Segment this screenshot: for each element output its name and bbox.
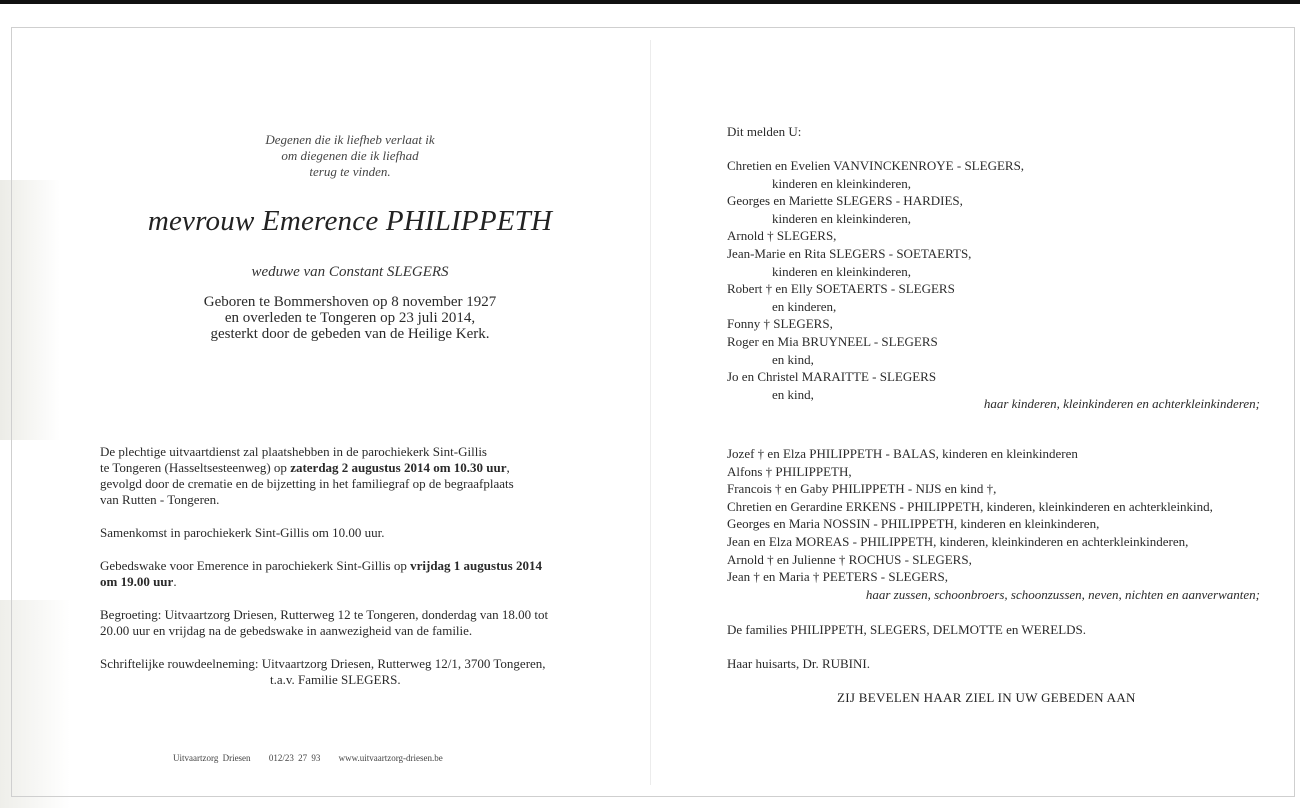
quote-line: terug te vinden. <box>309 164 391 179</box>
memorial-quote <box>120 132 580 180</box>
family-line: Alfons † PHILIPPETH, <box>727 463 852 479</box>
death-line: en overleden te Tongeren op 23 juli 2014, <box>224 310 476 326</box>
quote-line: om diegenen die ik liefhad <box>281 148 419 163</box>
family-line: Jean en Elza MOREAS - PHILIPPETH, kinderen, kleinkinderen en achterkleinkinderen, <box>727 533 1189 549</box>
widow-of: weduwe van Constant SLEGERS <box>251 264 449 280</box>
right-panel <box>727 0 1267 808</box>
deceased-name: mevrouw Emerence PHILIPPETH <box>147 205 553 237</box>
siblings-list <box>727 445 1267 586</box>
family-line: Jean-Marie en Rita SLEGERS - SOETAERTS, <box>727 245 972 261</box>
condolence-paragraph <box>100 656 620 688</box>
viewing-paragraph <box>100 607 620 639</box>
family-line: Roger en Mia BRUYNEEL - SLEGERS <box>727 333 938 349</box>
family-line: en kind, <box>772 351 814 367</box>
service-line: gevolgd door de crematie en de bijzetting in het familiegraf op de begraafplaats <box>100 476 514 491</box>
family-line: Chretien en Gerardine ERKENS - PHILIPPETH, kinderen, kleinkinderen en achterkleinkind, <box>727 498 1213 514</box>
family-line: kinderen en kleinkinderen, <box>772 210 911 226</box>
intro-line: Dit melden U: <box>727 124 802 139</box>
church-line: gesterkt door de gebeden van de Heilige Kerk. <box>210 326 490 342</box>
service-line: De plechtige uitvaartdienst zal plaatshebben in de parochiekerk Sint-Gillis <box>100 444 487 459</box>
birth-line: Geboren te Bommershoven op 8 november 1927 <box>203 294 497 310</box>
family-line: Jean † en Maria † PEETERS - SLEGERS, <box>727 569 948 585</box>
condolence-line: t.a.v. Familie SLEGERS. <box>270 672 401 687</box>
quote-line: Degenen die ik liefheb verlaat ik <box>265 132 435 147</box>
siblings-summary: haar zussen, schoonbroers, schoonzussen, neven, nichten en aanverwanten; <box>865 587 1260 602</box>
viewing-line: 20.00 uur en vrijdag na de gebedswake in aanwezigheid van de familie. <box>100 623 473 638</box>
families-line: De families PHILIPPETH, SLEGERS, DELMOTTE en WERELDS. <box>727 622 1087 637</box>
family-line: Georges en Mariette SLEGERS - HARDIES, <box>727 193 963 209</box>
funeral-service-paragraph <box>100 444 620 508</box>
service-details <box>100 444 620 705</box>
family-line: Georges en Maria NOSSIN - PHILIPPETH, kinderen en kleinkinderen, <box>727 516 1100 532</box>
condolence-line: Schriftelijke rouwdeelneming: Uitvaartzorg Driesen, Rutterweg 12/1, 3700 Tongeren, <box>100 656 546 671</box>
family-line: Jozef † en Elza PHILIPPETH - BALAS, kinderen en kleinkinderen <box>727 446 1078 461</box>
vigil-text: . <box>173 574 177 589</box>
vigil-time: om 19.00 uur <box>100 574 174 589</box>
family-line: Jo en Christel MARAITTE - SLEGERS <box>727 369 937 385</box>
closing-line: ZIJ BEVELEN HAAR ZIEL IN UW GEBEDEN AAN <box>837 690 1136 705</box>
vigil-date: vrijdag 1 augustus 2014 <box>410 558 542 573</box>
family-line: kinderen en kleinkinderen, <box>772 175 911 191</box>
service-line: , <box>506 460 510 475</box>
family-line: Arnold † en Julienne † ROCHUS - SLEGERS, <box>727 551 972 567</box>
service-line: te Tongeren (Hasseltsesteenweg) op <box>100 460 291 475</box>
family-line: en kinderen, <box>772 298 837 314</box>
doctor-line: Haar huisarts, Dr. RUBINI. <box>727 656 870 671</box>
service-line: van Rutten - Tongeren. <box>100 492 220 507</box>
vigil-paragraph <box>100 558 620 590</box>
family-line: Arnold † SLEGERS, <box>727 228 837 244</box>
footer-company: Uitvaartzorg Driesen <box>173 753 251 763</box>
footer-phone: 012/23 27 93 <box>268 753 321 763</box>
birth-death-info <box>80 294 620 342</box>
viewing-line: Begroeting: Uitvaartzorg Driesen, Rutterweg 12 te Tongeren, donderdag van 18.00 tot <box>100 607 549 622</box>
children-list <box>727 157 1267 403</box>
family-line: Fonny † SLEGERS, <box>727 316 833 332</box>
family-line: Chretien en Evelien VANVINCKENROYE - SLEGERS, <box>727 158 1025 173</box>
children-summary: haar kinderen, kleinkinderen en achterkleinkinderen; <box>983 396 1260 411</box>
left-panel <box>40 0 660 808</box>
footer-website: www.uitvaartzorg-driesen.be <box>338 753 443 763</box>
vigil-text: Gebedswake voor Emerence in parochiekerk Sint-Gillis op <box>100 558 411 573</box>
family-line: en kind, <box>772 386 814 402</box>
gathering-paragraph: Samenkomst in parochiekerk Sint-Gillis om 10.00 uur. <box>100 525 385 540</box>
family-line: kinderen en kleinkinderen, <box>772 263 911 279</box>
family-line: Robert † en Elly SOETAERTS - SLEGERS <box>727 281 955 297</box>
service-date: zaterdag 2 augustus 2014 om 10.30 uur <box>290 460 507 475</box>
funeral-home-footer <box>173 753 457 763</box>
family-line: Francois † en Gaby PHILIPPETH - NIJS en kind †, <box>727 481 997 497</box>
